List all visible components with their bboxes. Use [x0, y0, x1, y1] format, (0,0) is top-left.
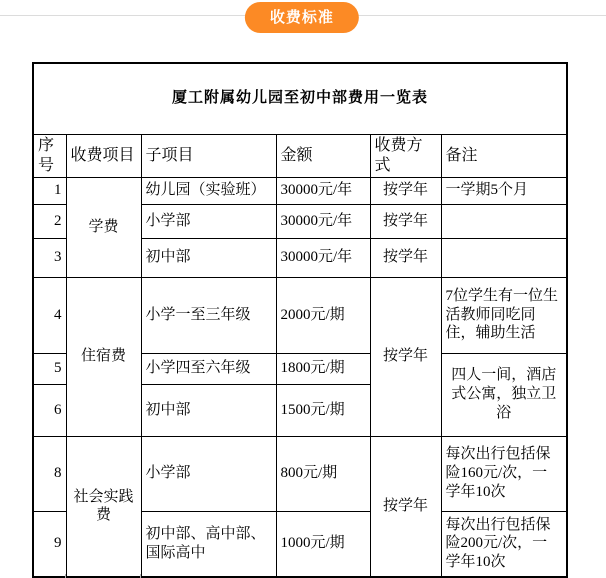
- cell-sub-item: 小学一至三年级: [141, 277, 276, 353]
- header-method: 收费方式: [370, 134, 441, 177]
- table-title-row: [33, 63, 567, 134]
- cell-amount: 2000元/期: [276, 277, 370, 353]
- header-no: 序号: [33, 134, 66, 177]
- cell-remark: 7位学生有一位生活教师同吃同住，辅助生活: [441, 277, 567, 353]
- cell-amount: 30000元/年: [276, 177, 370, 204]
- fee-table: [32, 62, 568, 578]
- cell-sub-item: 初中部、高中部、国际高中: [141, 511, 276, 577]
- cell-amount: 30000元/年: [276, 238, 370, 277]
- top-bar: [0, 0, 606, 36]
- table-row: [33, 436, 567, 511]
- cell-amount: 1800元/期: [276, 353, 370, 384]
- cell-remark: 每次出行包括保险160元/次，一学年10次: [441, 436, 567, 511]
- cell-amount: 1500元/期: [276, 384, 370, 436]
- cell-remark: [441, 238, 567, 277]
- cell-category-accommodation: 住宿费: [66, 277, 141, 436]
- cell-sub-item: 幼儿园（实验班）: [141, 177, 276, 204]
- cell-no: 1: [33, 177, 66, 204]
- cell-amount: 30000元/年: [276, 204, 370, 238]
- cell-no: 6: [33, 384, 66, 436]
- cell-method: 按学年: [370, 238, 441, 277]
- cell-remark: [441, 204, 567, 238]
- cell-category-tuition: 学费: [66, 177, 141, 277]
- cell-sub-item: 初中部: [141, 238, 276, 277]
- cell-method: 按学年: [370, 177, 441, 204]
- table-title: 厦工附属幼儿园至初中部费用一览表: [33, 63, 567, 134]
- header-category: 收费项目: [66, 134, 141, 177]
- next-row-line-stub: [140, 574, 141, 578]
- cell-sub-item: 小学部: [141, 436, 276, 511]
- cell-no: 3: [33, 238, 66, 277]
- cell-amount: 800元/期: [276, 436, 370, 511]
- cell-method: 按学年: [370, 436, 441, 577]
- cell-method: 按学年: [370, 204, 441, 238]
- cell-amount: 1000元/期: [276, 511, 370, 577]
- cell-no: 2: [33, 204, 66, 238]
- cell-method: 按学年: [370, 277, 441, 436]
- cell-no: 8: [33, 436, 66, 511]
- cell-remark: 每次出行包括保险200元/次，一学年10次: [441, 511, 567, 577]
- cell-sub-item: 小学部: [141, 204, 276, 238]
- table-header-row: [33, 134, 567, 177]
- header-sub-item: 子项目: [141, 134, 276, 177]
- fee-standard-tab[interactable]: 收费标准: [245, 2, 359, 33]
- cell-no: 5: [33, 353, 66, 384]
- cell-category-social-practice: 社会实践费: [66, 436, 141, 577]
- next-row-line-stub: [65, 574, 66, 578]
- cell-remark: 四人一间，酒店式公寓，独立卫浴: [441, 353, 567, 436]
- cell-sub-item: 小学四至六年级: [141, 353, 276, 384]
- table-row: [33, 277, 567, 353]
- header-amount: 金额: [276, 134, 370, 177]
- cell-no: 4: [33, 277, 66, 353]
- cell-no: 9: [33, 511, 66, 577]
- cell-remark: 一学期5个月: [441, 177, 567, 204]
- cell-sub-item: 初中部: [141, 384, 276, 436]
- header-remark: 备注: [441, 134, 567, 177]
- table-row: [33, 177, 567, 204]
